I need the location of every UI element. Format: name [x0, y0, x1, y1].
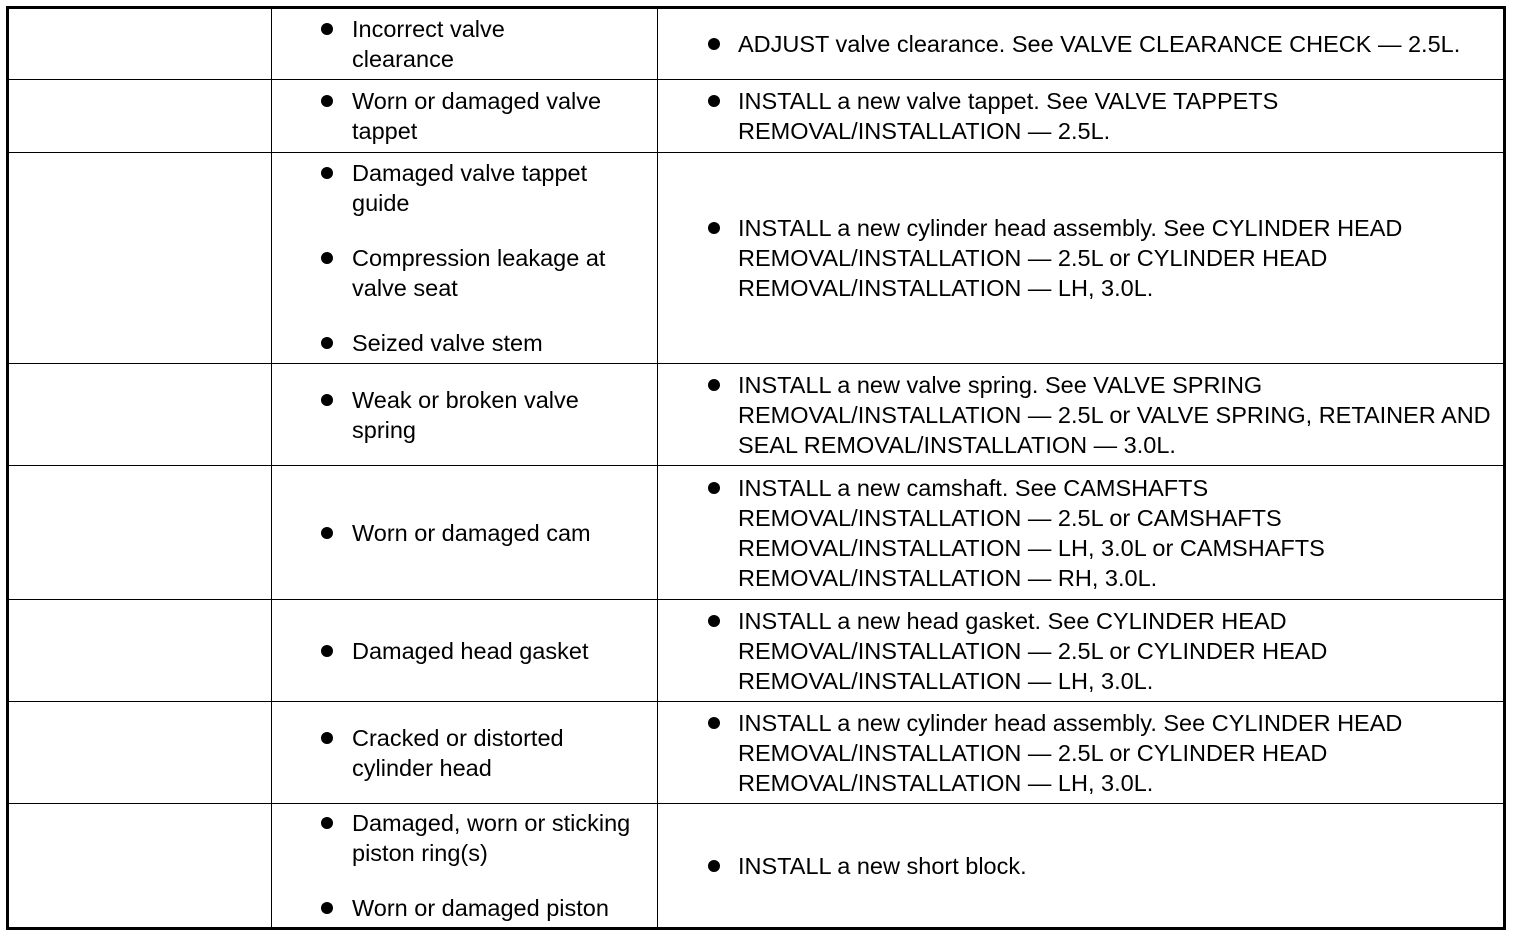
action-item: INSTALL a new camshaft. See CAMSHAFTS REMOVAL/INSTALLATION — 2.5L or CAMSHAFTS REMOVAL/INSTALLATION — LH, 3.0L or CAMSHAFTS REMOVAL/INSTALLATION — RH, 3.0L. — [658, 473, 1503, 593]
action-cell — [658, 8, 1505, 80]
cause-item: Damaged valve tappet guide — [272, 158, 657, 218]
condition-cell — [8, 600, 272, 702]
action-cell — [658, 600, 1505, 702]
bullet-icon — [708, 860, 720, 872]
action-item: INSTALL a new valve spring. See VALVE SPRING REMOVAL/INSTALLATION — 2.5L or VALVE SPRING, RETAINER AND SEAL REMOVAL/INSTALLATION — 3.0L. — [658, 370, 1503, 460]
action-item: INSTALL a new cylinder head assembly. See CYLINDER HEAD REMOVAL/INSTALLATION — 2.5L or CYLINDER HEAD REMOVAL/INSTALLATION — LH, 3.0L. — [658, 213, 1503, 303]
cause-cell — [272, 600, 658, 702]
cause-cell — [272, 804, 658, 929]
bullet-icon — [708, 95, 720, 107]
cause-item: Weak or broken valve spring — [272, 385, 657, 445]
cause-item: Compression leakage at valve seat — [272, 243, 657, 303]
condition-cell — [8, 8, 272, 80]
bullet-icon — [321, 167, 333, 179]
cause-cell — [272, 364, 658, 466]
action-cell — [658, 153, 1505, 364]
bullet-icon — [321, 732, 333, 744]
condition-cell — [8, 153, 272, 364]
action-cell — [658, 702, 1505, 804]
table-row — [8, 804, 1505, 929]
bullet-icon — [321, 23, 333, 35]
cause-item: Incorrect valve clearance — [272, 14, 657, 74]
cause-item: Worn or damaged cam — [272, 518, 657, 548]
bullet-icon — [321, 95, 333, 107]
table-row — [8, 153, 1505, 364]
table-row — [8, 364, 1505, 466]
action-cell — [658, 466, 1505, 600]
cause-cell — [272, 702, 658, 804]
condition-cell — [8, 702, 272, 804]
bullet-icon — [321, 645, 333, 657]
cause-item: Seized valve stem — [272, 328, 657, 358]
cause-cell — [272, 466, 658, 600]
table-row — [8, 80, 1505, 153]
cause-item: Worn or damaged valve tappet — [272, 86, 657, 146]
bullet-icon — [321, 902, 333, 914]
action-item: INSTALL a new cylinder head assembly. See CYLINDER HEAD REMOVAL/INSTALLATION — 2.5L or CYLINDER HEAD REMOVAL/INSTALLATION — LH, 3.0L. — [658, 708, 1503, 798]
bullet-icon — [321, 394, 333, 406]
action-cell — [658, 80, 1505, 153]
cause-item: Cracked or distorted cylinder head — [272, 723, 657, 783]
bullet-icon — [708, 482, 720, 494]
bullet-icon — [708, 615, 720, 627]
bullet-icon — [708, 38, 720, 50]
cause-item: Damaged head gasket — [272, 636, 657, 666]
table-row — [8, 702, 1505, 804]
table-row — [8, 8, 1505, 80]
cause-item: Worn or damaged piston — [272, 893, 657, 923]
diagnostic-table — [6, 6, 1506, 930]
table-row — [8, 466, 1505, 600]
bullet-icon — [321, 252, 333, 264]
cause-cell — [272, 8, 658, 80]
condition-cell — [8, 80, 272, 153]
bullet-icon — [708, 717, 720, 729]
cause-item: Damaged, worn or sticking piston ring(s) — [272, 808, 657, 868]
condition-cell — [8, 466, 272, 600]
action-cell — [658, 364, 1505, 466]
condition-cell — [8, 804, 272, 929]
bullet-icon — [708, 222, 720, 234]
bullet-icon — [321, 817, 333, 829]
cause-cell — [272, 153, 658, 364]
action-item: ADJUST valve clearance. See VALVE CLEARANCE CHECK — 2.5L. — [658, 29, 1503, 59]
action-cell — [658, 804, 1505, 929]
cause-cell — [272, 80, 658, 153]
action-item: INSTALL a new head gasket. See CYLINDER HEAD REMOVAL/INSTALLATION — 2.5L or CYLINDER HEAD REMOVAL/INSTALLATION — LH, 3.0L. — [658, 606, 1503, 696]
bullet-icon — [321, 527, 333, 539]
table-row — [8, 600, 1505, 702]
bullet-icon — [708, 379, 720, 391]
action-item: INSTALL a new valve tappet. See VALVE TAPPETS REMOVAL/INSTALLATION — 2.5L. — [658, 86, 1503, 146]
condition-cell — [8, 364, 272, 466]
bullet-icon — [321, 337, 333, 349]
action-item: INSTALL a new short block. — [658, 851, 1503, 881]
